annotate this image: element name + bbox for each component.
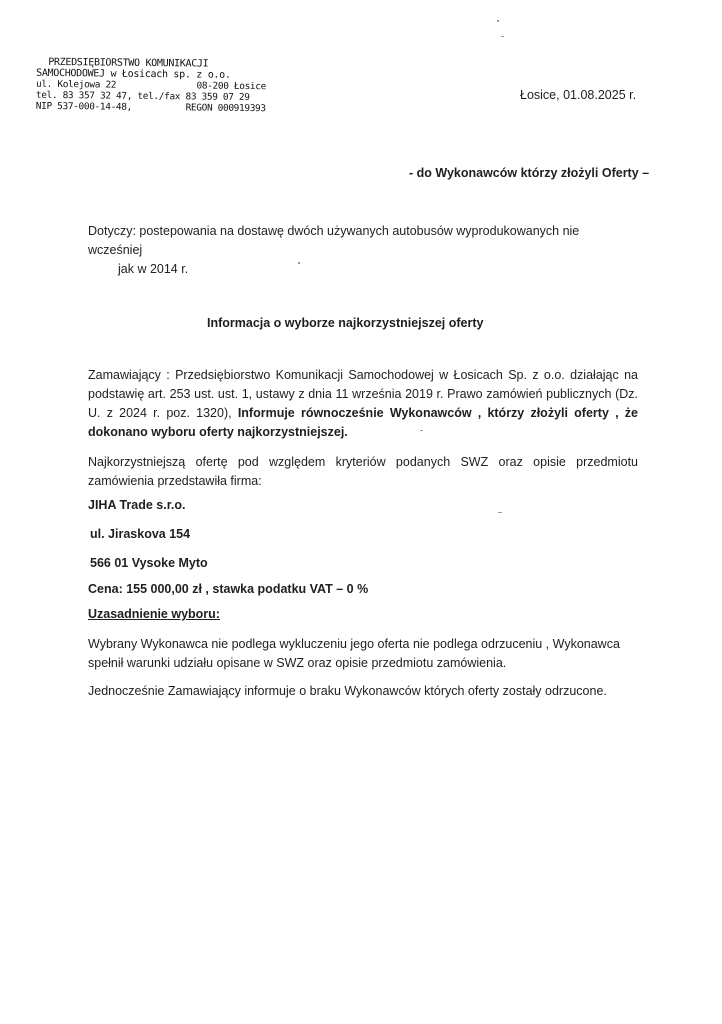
justification-heading: Uzasadnienie wyboru:	[88, 607, 220, 621]
scan-speck	[497, 20, 499, 22]
stamp-ids-row	[36, 101, 266, 114]
stamp-line-2: SAMOCHODOWEJ w Łosicach sp. z o.o.	[36, 67, 231, 81]
stamp-nip: NIP 537-000-14-48,	[35, 100, 133, 113]
scan-speck	[420, 430, 423, 431]
paragraph-1-bold: Informuje równocześnie Wykonawców , którzy złożyli oferty , że dokonano wyboru oferty najkorzystniejszej.	[88, 406, 638, 439]
scan-speck	[501, 36, 504, 37]
final-text: Jednocześnie Zamawiający informuje o braku Wykonawców których oferty zostały odrzucone.	[88, 684, 607, 698]
paragraph-1-text: Zamawiający : Przedsiębiorstwo Komunikacji Samochodowej w Łosicach Sp. z o.o. działając na podstawię art. 253 ust. ust. 1, ustawy z dnia 11 września 2019 r. Prawo zamówień publicznych (Dz. U. z 2024 r. poz. 1320),	[88, 368, 638, 420]
document-date: Łosice, 01.08.2025 r.	[520, 88, 637, 102]
firm-street: ul. Jiraskova 154	[90, 527, 191, 541]
subject-block	[88, 222, 633, 279]
body-paragraphs	[88, 366, 638, 502]
stamp-phone: tel. 83 357 32 47, tel./fax 83 359 07 29	[35, 89, 250, 104]
document-title: Informacja o wyborze najkorzystniejszej oferty	[207, 316, 484, 330]
justification-text: Wybrany Wykonawca nie podlega wykluczeniu jego oferta nie podlega odrzuceniu , Wykonawca spełnił warunki udziału opisane w SWZ oraz opisie przedmiotu zamówienia.	[88, 637, 620, 670]
price-line: Cena: 155 000,00 zł , stawka podatku VAT – 0 %	[88, 582, 369, 596]
recipients-line: - do Wykonawców którzy złożyli Oferty –	[409, 166, 650, 180]
scan-speck	[498, 512, 502, 513]
stamp-street: ul. Kolejowa 22	[35, 78, 117, 91]
paragraph-2: Najkorzystniejszą ofertę pod względem kryteriów podanych SWZ oraz opisie przedmiotu zamówienia przedstawiła firma:	[88, 455, 638, 488]
stamp-regon: REGON 000919393	[185, 102, 266, 115]
firm-city: 566 01 Vysoke Myto	[90, 556, 208, 570]
subject-line-2: jak w 2014 r.	[118, 262, 189, 276]
scan-speck	[298, 262, 300, 264]
stamp-line-1: PRZEDSIĘBIORSTWO KOMUNIKACJI	[48, 56, 209, 70]
subject-line-1: Dotyczy: postepowania na dostawę dwóch używanych autobusów wyprodukowanych nie wcześniej	[88, 224, 580, 257]
paragraph-1	[88, 366, 638, 442]
company-stamp	[36, 57, 267, 114]
firm-name: JIHA Trade s.r.o.	[88, 498, 186, 512]
stamp-postal: 08-200 Łosice	[196, 80, 267, 93]
